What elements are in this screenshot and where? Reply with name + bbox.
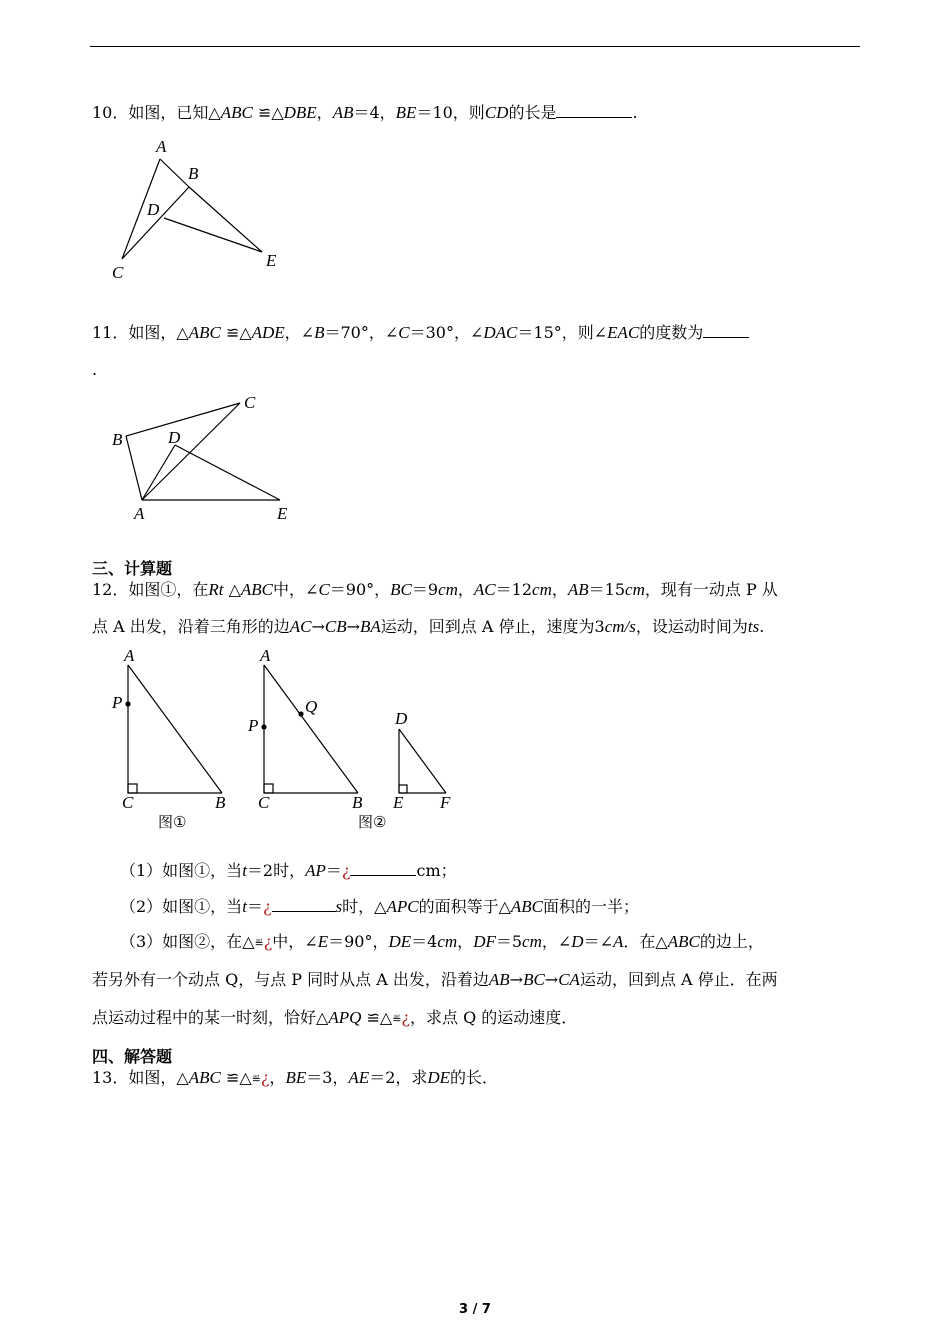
fig2-label-b: B bbox=[352, 793, 363, 812]
fig2-label-q: Q bbox=[305, 697, 318, 716]
label-c: C bbox=[112, 263, 124, 282]
segment-de bbox=[175, 445, 280, 500]
fig2-label-p: P bbox=[248, 716, 259, 735]
label-e: E bbox=[266, 251, 277, 270]
question-12-line-2: 点 A 出发，沿着三角形的边AC→CB→BA运动，回到点 A 停止，速度为3cm/s，设运动时间为ts. bbox=[92, 617, 765, 636]
fig1-caption: 图① bbox=[158, 813, 187, 831]
def-label-e: E bbox=[393, 793, 404, 812]
figure-q11 bbox=[100, 388, 310, 528]
label-b: B bbox=[112, 430, 123, 449]
fig2-label-c: C bbox=[258, 793, 270, 812]
question-12-sub-2: （2）如图①，当t＝¿ s时，△APC的面积等于△ABC面积的一半； bbox=[120, 897, 640, 916]
question-12-sub-3-line-3: 点运动过程中的某一时刻，恰好△APQ ≌△≝¿，求点 Q 的运动速度． bbox=[92, 1008, 578, 1027]
question-11-text: 11．如图，△ABC ≌△ADE，∠B＝70°，∠C＝30°，∠DAC＝15°，则∠EAC的度数为 bbox=[92, 323, 749, 343]
segment-ab bbox=[126, 436, 142, 500]
label-d: D bbox=[147, 200, 160, 219]
page-number: 3 / 7 bbox=[459, 1302, 491, 1317]
fig1-label-a: A bbox=[124, 646, 135, 665]
label-a: A bbox=[156, 137, 167, 156]
figure-q10 bbox=[100, 132, 300, 287]
fig2-caption: 图② bbox=[358, 813, 387, 831]
answer-blank bbox=[350, 861, 416, 876]
fig1-label-b: B bbox=[215, 793, 226, 812]
answer-blank bbox=[556, 103, 632, 118]
fig2-side-ab bbox=[264, 665, 358, 793]
question-12-sub-3-line-1: （3）如图②，在△≝¿中，∠E＝90°，DE＝4cm，DF＝5cm，∠D＝∠A．在△ABC的边上， bbox=[120, 932, 764, 951]
fig1-label-c: C bbox=[122, 793, 134, 812]
answer-blank bbox=[703, 323, 749, 338]
label-e: E bbox=[277, 504, 288, 523]
question-10-text: 10．如图，已知△ABC ≌△DBE，AB＝4，BE＝10，则CD的长是 . bbox=[92, 103, 638, 122]
fig1-right-angle bbox=[128, 784, 137, 793]
def-label-f: F bbox=[440, 793, 451, 812]
segment-ab bbox=[160, 159, 189, 187]
fig2-point-p bbox=[261, 724, 266, 729]
header-rule bbox=[90, 46, 860, 47]
question-13-text: 13．如图，△ABC ≌△≝¿，BE＝3，AE＝2，求DE的长． bbox=[92, 1068, 499, 1087]
fig2-right-angle bbox=[264, 784, 273, 793]
label-d: D bbox=[168, 428, 181, 447]
def-right-angle bbox=[399, 785, 407, 793]
fig1-label-p: P bbox=[112, 693, 123, 712]
label-a: A bbox=[134, 504, 145, 523]
def-label-d: D bbox=[395, 709, 408, 728]
answer-blank bbox=[272, 897, 336, 912]
fig1-side-ab bbox=[128, 665, 222, 793]
def-side-df bbox=[399, 729, 446, 793]
fig2-label-a: A bbox=[260, 646, 271, 665]
question-12-sub-1: （1）如图①，当t＝2时，AP＝¿ cm； bbox=[120, 861, 457, 880]
question-11-end: . bbox=[92, 360, 98, 379]
label-b: B bbox=[188, 164, 199, 183]
section-heading-calculation: 三、计算题 bbox=[92, 559, 173, 578]
question-12-line-1: 12．如图①，在Rt △ABC中，∠C＝90°，BC＝9cm，AC＝12cm，AB＝15cm，现有一动点 P 从 bbox=[92, 580, 778, 599]
segment-be bbox=[189, 187, 262, 252]
section-heading-answer: 四、解答题 bbox=[92, 1047, 173, 1066]
fig2-point-q bbox=[298, 711, 303, 716]
label-c: C bbox=[244, 393, 256, 412]
question-12-sub-3-line-2: 若另外有一个动点 Q，与点 P 同时从点 A 出发，沿着边AB→BC→CA运动，回到点 A 停止．在两 bbox=[92, 970, 778, 989]
figure-q12 bbox=[100, 645, 480, 835]
segment-de bbox=[164, 218, 262, 252]
fig1-point-p bbox=[125, 701, 130, 706]
